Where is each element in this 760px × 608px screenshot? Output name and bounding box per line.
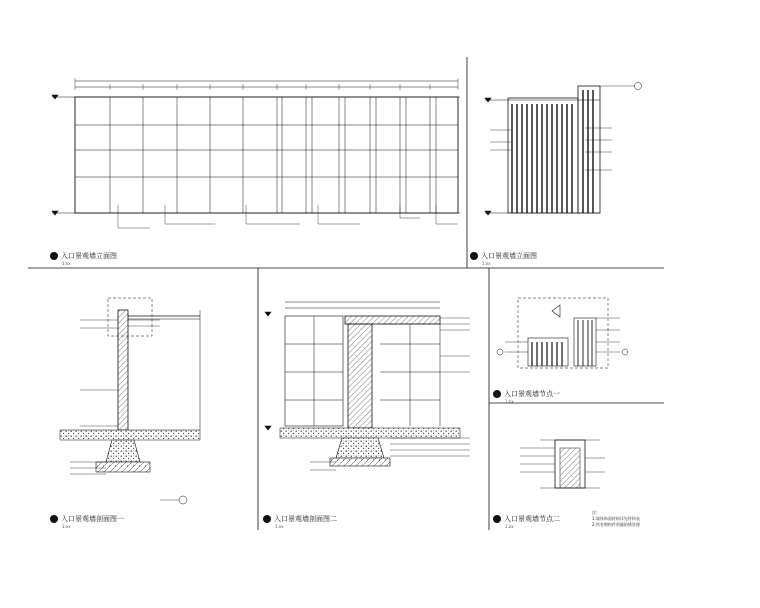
panel-scale-section-1: 1:xx: [62, 524, 71, 529]
notes-line-1: 1.墙体饰面材料详见材料表: [592, 516, 640, 521]
panel-title-detail-1: 入口景观墙节点一: [493, 390, 560, 398]
panel-scale-elevation-1: 1:xx: [62, 261, 71, 266]
elevation-2: [485, 83, 642, 216]
section-marker-icon: [263, 515, 271, 523]
section-2: [265, 302, 470, 470]
section-marker-icon: [493, 515, 501, 523]
section-marker-icon: [470, 252, 478, 260]
section-marker-icon: [493, 390, 501, 398]
detail-1: [497, 298, 628, 368]
panel-title-elevation-2: 入口景观墙立面图: [470, 252, 537, 260]
notes-line-2: 2.所有钢构件须做防锈处理: [592, 522, 640, 527]
panel-scale-detail-1: 1:xx: [505, 399, 514, 404]
panel-title-section-1: 入口景观墙剖面图一: [50, 515, 124, 523]
panel-scale-detail-2: 1:xx: [505, 524, 514, 529]
panel-scale-section-2: 1:xx: [275, 524, 284, 529]
panel-title-section-2: 入口景观墙剖面图二: [263, 515, 337, 523]
notes-heading: 注:: [592, 510, 598, 515]
panel-scale-elevation-2: 1:xx: [482, 261, 491, 266]
panel-title-elevation-1: 入口景观墙立面图: [50, 252, 117, 260]
section-marker-icon: [50, 252, 58, 260]
detail-2: [520, 440, 605, 488]
panel-title-detail-2: 入口景观墙节点二: [493, 515, 560, 523]
section-marker-icon: [50, 515, 58, 523]
elevation-1: [52, 78, 460, 228]
section-1: [60, 298, 200, 504]
